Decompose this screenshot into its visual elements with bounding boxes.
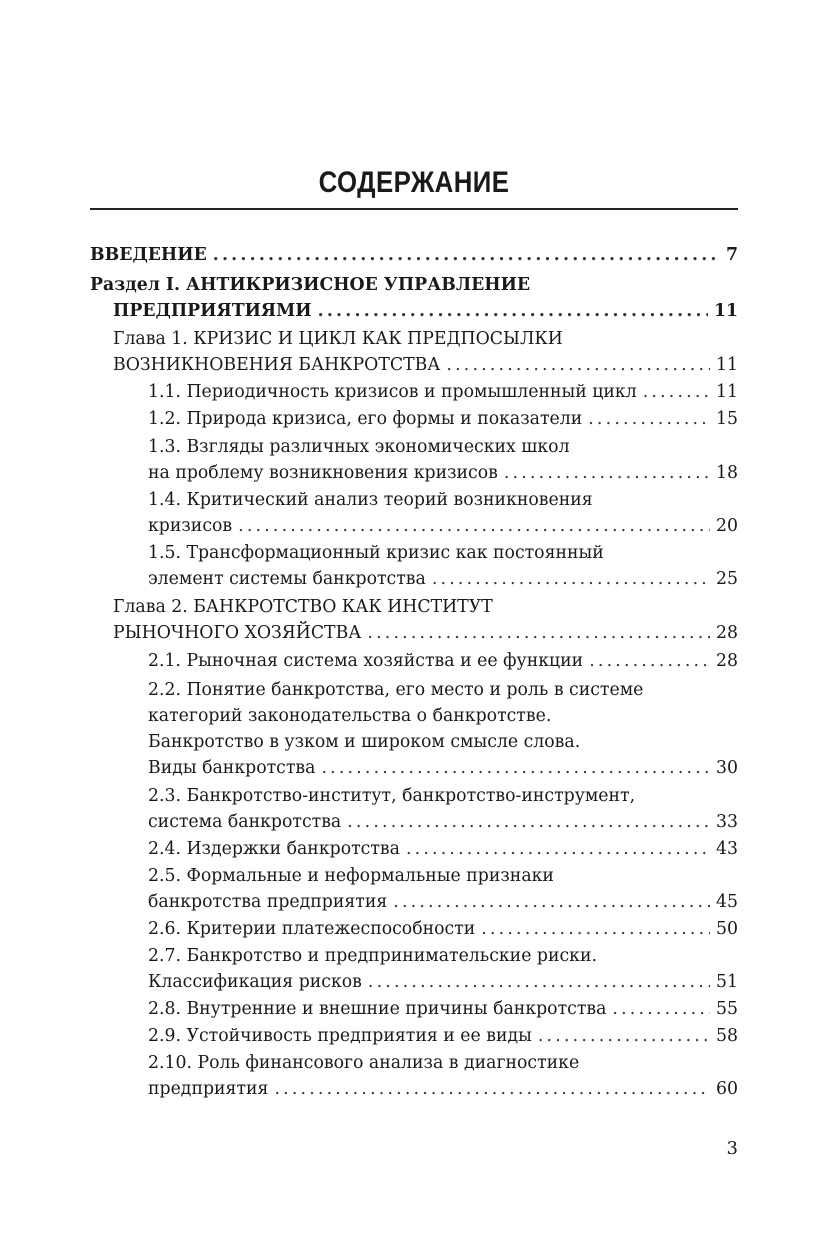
toc-entry-section-1[interactable]: [90, 272, 738, 298]
toc-entry-1-5[interactable]: [148, 540, 738, 566]
toc-page-number: 43: [716, 839, 738, 859]
leader-dots: [612, 996, 710, 1022]
toc-page-number: 20: [716, 516, 738, 536]
toc-entry-text: ВВЕДЕНИЕ: [90, 245, 207, 265]
toc-entry-2-10-cont[interactable]: [148, 1076, 738, 1102]
leader-dots: [368, 969, 710, 995]
toc-entry-1-3-cont[interactable]: [148, 460, 738, 486]
toc-entry-text: 1.4. Критический анализ теорий возникновения: [148, 490, 593, 510]
leader-dots: [274, 1076, 710, 1102]
leader-dots: [538, 1023, 710, 1049]
toc-entry-text: 2.7. Банкротство и предпринимательские риски.: [148, 946, 597, 966]
toc-entry-1-4-cont[interactable]: [148, 513, 738, 539]
leader-dots: [213, 242, 720, 268]
toc-page-number: 51: [716, 972, 738, 992]
toc-entry-1-5-cont[interactable]: [148, 566, 738, 592]
toc-entry-chapter-2[interactable]: [113, 594, 738, 620]
toc-page-number: 11: [716, 382, 738, 402]
leader-dots: [318, 298, 708, 324]
toc-entry-text: 2.2. Понятие банкротства, его место и роль в системе: [148, 680, 644, 700]
toc-entry-2-3[interactable]: [148, 783, 738, 809]
toc-page-number: 11: [713, 301, 738, 321]
toc-entry-chapter-1[interactable]: [113, 326, 738, 352]
toc-entry-text: 2.8. Внутренние и внешние причины банкротства: [148, 999, 607, 1019]
leader-dots: [347, 809, 710, 835]
toc-entry-introduction[interactable]: [90, 242, 738, 268]
toc-entry-2-7[interactable]: [148, 943, 738, 969]
toc-entry-text: на проблему возникновения кризисов: [148, 463, 498, 483]
heading-rule: [90, 208, 738, 210]
toc-entry-text: 2.10. Роль финансового анализа в диагностике: [148, 1053, 580, 1073]
toc-entry-2-10[interactable]: [148, 1050, 738, 1076]
toc-entry-2-8[interactable]: [148, 996, 738, 1022]
leader-dots: [393, 889, 710, 915]
toc-page-number: 33: [716, 812, 738, 832]
toc-page-number: 7: [725, 245, 738, 265]
toc-page-number: 11: [716, 355, 738, 375]
toc-entry-1-3[interactable]: [148, 434, 738, 460]
toc-entry-text: Классификация рисков: [148, 972, 362, 992]
toc-entry-text: 2.5. Формальные и неформальные признаки: [148, 866, 554, 886]
toc-entry-chapter-2-cont[interactable]: [113, 620, 738, 646]
toc-entry-text: Глава 1. КРИЗИС И ЦИКЛ КАК ПРЕДПОСЫЛКИ: [113, 329, 563, 349]
toc-entry-text: Глава 2. БАНКРОТСТВО КАК ИНСТИТУТ: [113, 597, 493, 617]
toc-page-number: 25: [716, 569, 738, 589]
leader-dots: [481, 916, 710, 942]
toc-entry-text: 1.5. Трансформационный кризис как постоянный: [148, 543, 604, 563]
toc-page-number: 28: [716, 651, 738, 671]
leader-dots: [321, 755, 710, 781]
toc-page-number: 60: [716, 1079, 738, 1099]
toc-entry-2-4[interactable]: [148, 836, 738, 862]
toc-entry-text: система банкротства: [148, 812, 342, 832]
toc-entry-2-2-cont[interactable]: [148, 755, 738, 781]
toc-entry-2-2-cont[interactable]: [148, 703, 738, 729]
toc-entry-text: 2.4. Издержки банкротства: [148, 839, 400, 859]
leader-dots: [432, 566, 710, 592]
toc-entry-2-6[interactable]: [148, 916, 738, 942]
toc-entry-1-1[interactable]: [148, 379, 738, 405]
toc-entry-2-2-cont[interactable]: [148, 729, 738, 755]
toc-entry-text: 2.6. Критерии платежеспособности: [148, 919, 476, 939]
toc-entry-text: предприятия: [148, 1079, 269, 1099]
toc-entry-2-5-cont[interactable]: [148, 889, 738, 915]
toc-page-number: 28: [716, 623, 738, 643]
toc-entry-text: кризисов: [148, 516, 233, 536]
leader-dots: [643, 379, 710, 405]
toc-page-number: 55: [716, 999, 738, 1019]
toc-page-number: 50: [716, 919, 738, 939]
toc-entry-text: 1.3. Взгляды различных экономических школ: [148, 437, 570, 457]
page-folio-number: 3: [726, 1138, 738, 1159]
toc-entry-text: элемент системы банкротства: [148, 569, 426, 589]
toc-entry-2-7-cont[interactable]: [148, 969, 738, 995]
toc-entry-1-2[interactable]: [148, 406, 738, 432]
toc-entry-text: банкротства предприятия: [148, 892, 388, 912]
toc-entry-2-5[interactable]: [148, 863, 738, 889]
toc-entry-text: РЫНОЧНОГО ХОЗЯЙСТВА: [113, 623, 362, 643]
leader-dots: [367, 620, 710, 646]
leader-dots: [504, 460, 710, 486]
toc-page-number: 30: [716, 758, 738, 778]
leader-dots: [406, 836, 710, 862]
leader-dots: [588, 406, 710, 432]
toc-entry-text: 2.1. Рыночная система хозяйства и ее функции: [148, 651, 584, 671]
toc-entry-text: Раздел I. АНТИКРИЗИСНОЕ УПРАВЛЕНИЕ: [90, 275, 531, 295]
leader-dots: [446, 352, 710, 378]
toc-entry-chapter-1-cont[interactable]: [113, 352, 738, 378]
toc-entry-2-1[interactable]: [148, 648, 738, 674]
toc-page-number: 15: [716, 409, 738, 429]
toc-entry-2-2[interactable]: [148, 677, 738, 703]
toc-entry-text: 2.9. Устойчивость предприятия и ее виды: [148, 1026, 532, 1046]
toc-entry-2-9[interactable]: [148, 1023, 738, 1049]
toc-entry-1-4[interactable]: [148, 487, 738, 513]
toc-entry-text: ВОЗНИКНОВЕНИЯ БАНКРОТСТВА: [113, 355, 441, 375]
toc-entry-text: ПРЕДПРИЯТИЯМИ: [113, 301, 312, 321]
toc-page-number: 45: [716, 892, 738, 912]
toc-entry-text: Банкротство в узком и широком смысле слова.: [148, 732, 581, 752]
toc-entry-2-3-cont[interactable]: [148, 809, 738, 835]
contents-heading: СОДЕРЖАНИЕ: [318, 166, 510, 199]
toc-page-number: 58: [716, 1026, 738, 1046]
toc-page-number: 18: [716, 463, 738, 483]
toc-entry-text: категорий законодательства о банкротстве.: [148, 706, 552, 726]
toc-entry-section-1-cont[interactable]: [113, 298, 738, 324]
toc-entry-text: 1.1. Периодичность кризисов и промышленный цикл: [148, 382, 637, 402]
leader-dots: [589, 648, 710, 674]
toc-entry-text: Виды банкротства: [148, 758, 316, 778]
leader-dots: [238, 513, 710, 539]
toc-entry-text: 1.2. Природа кризиса, его формы и показатели: [148, 409, 583, 429]
toc-entry-text: 2.3. Банкротство-институт, банкротство-инструмент,: [148, 786, 636, 806]
